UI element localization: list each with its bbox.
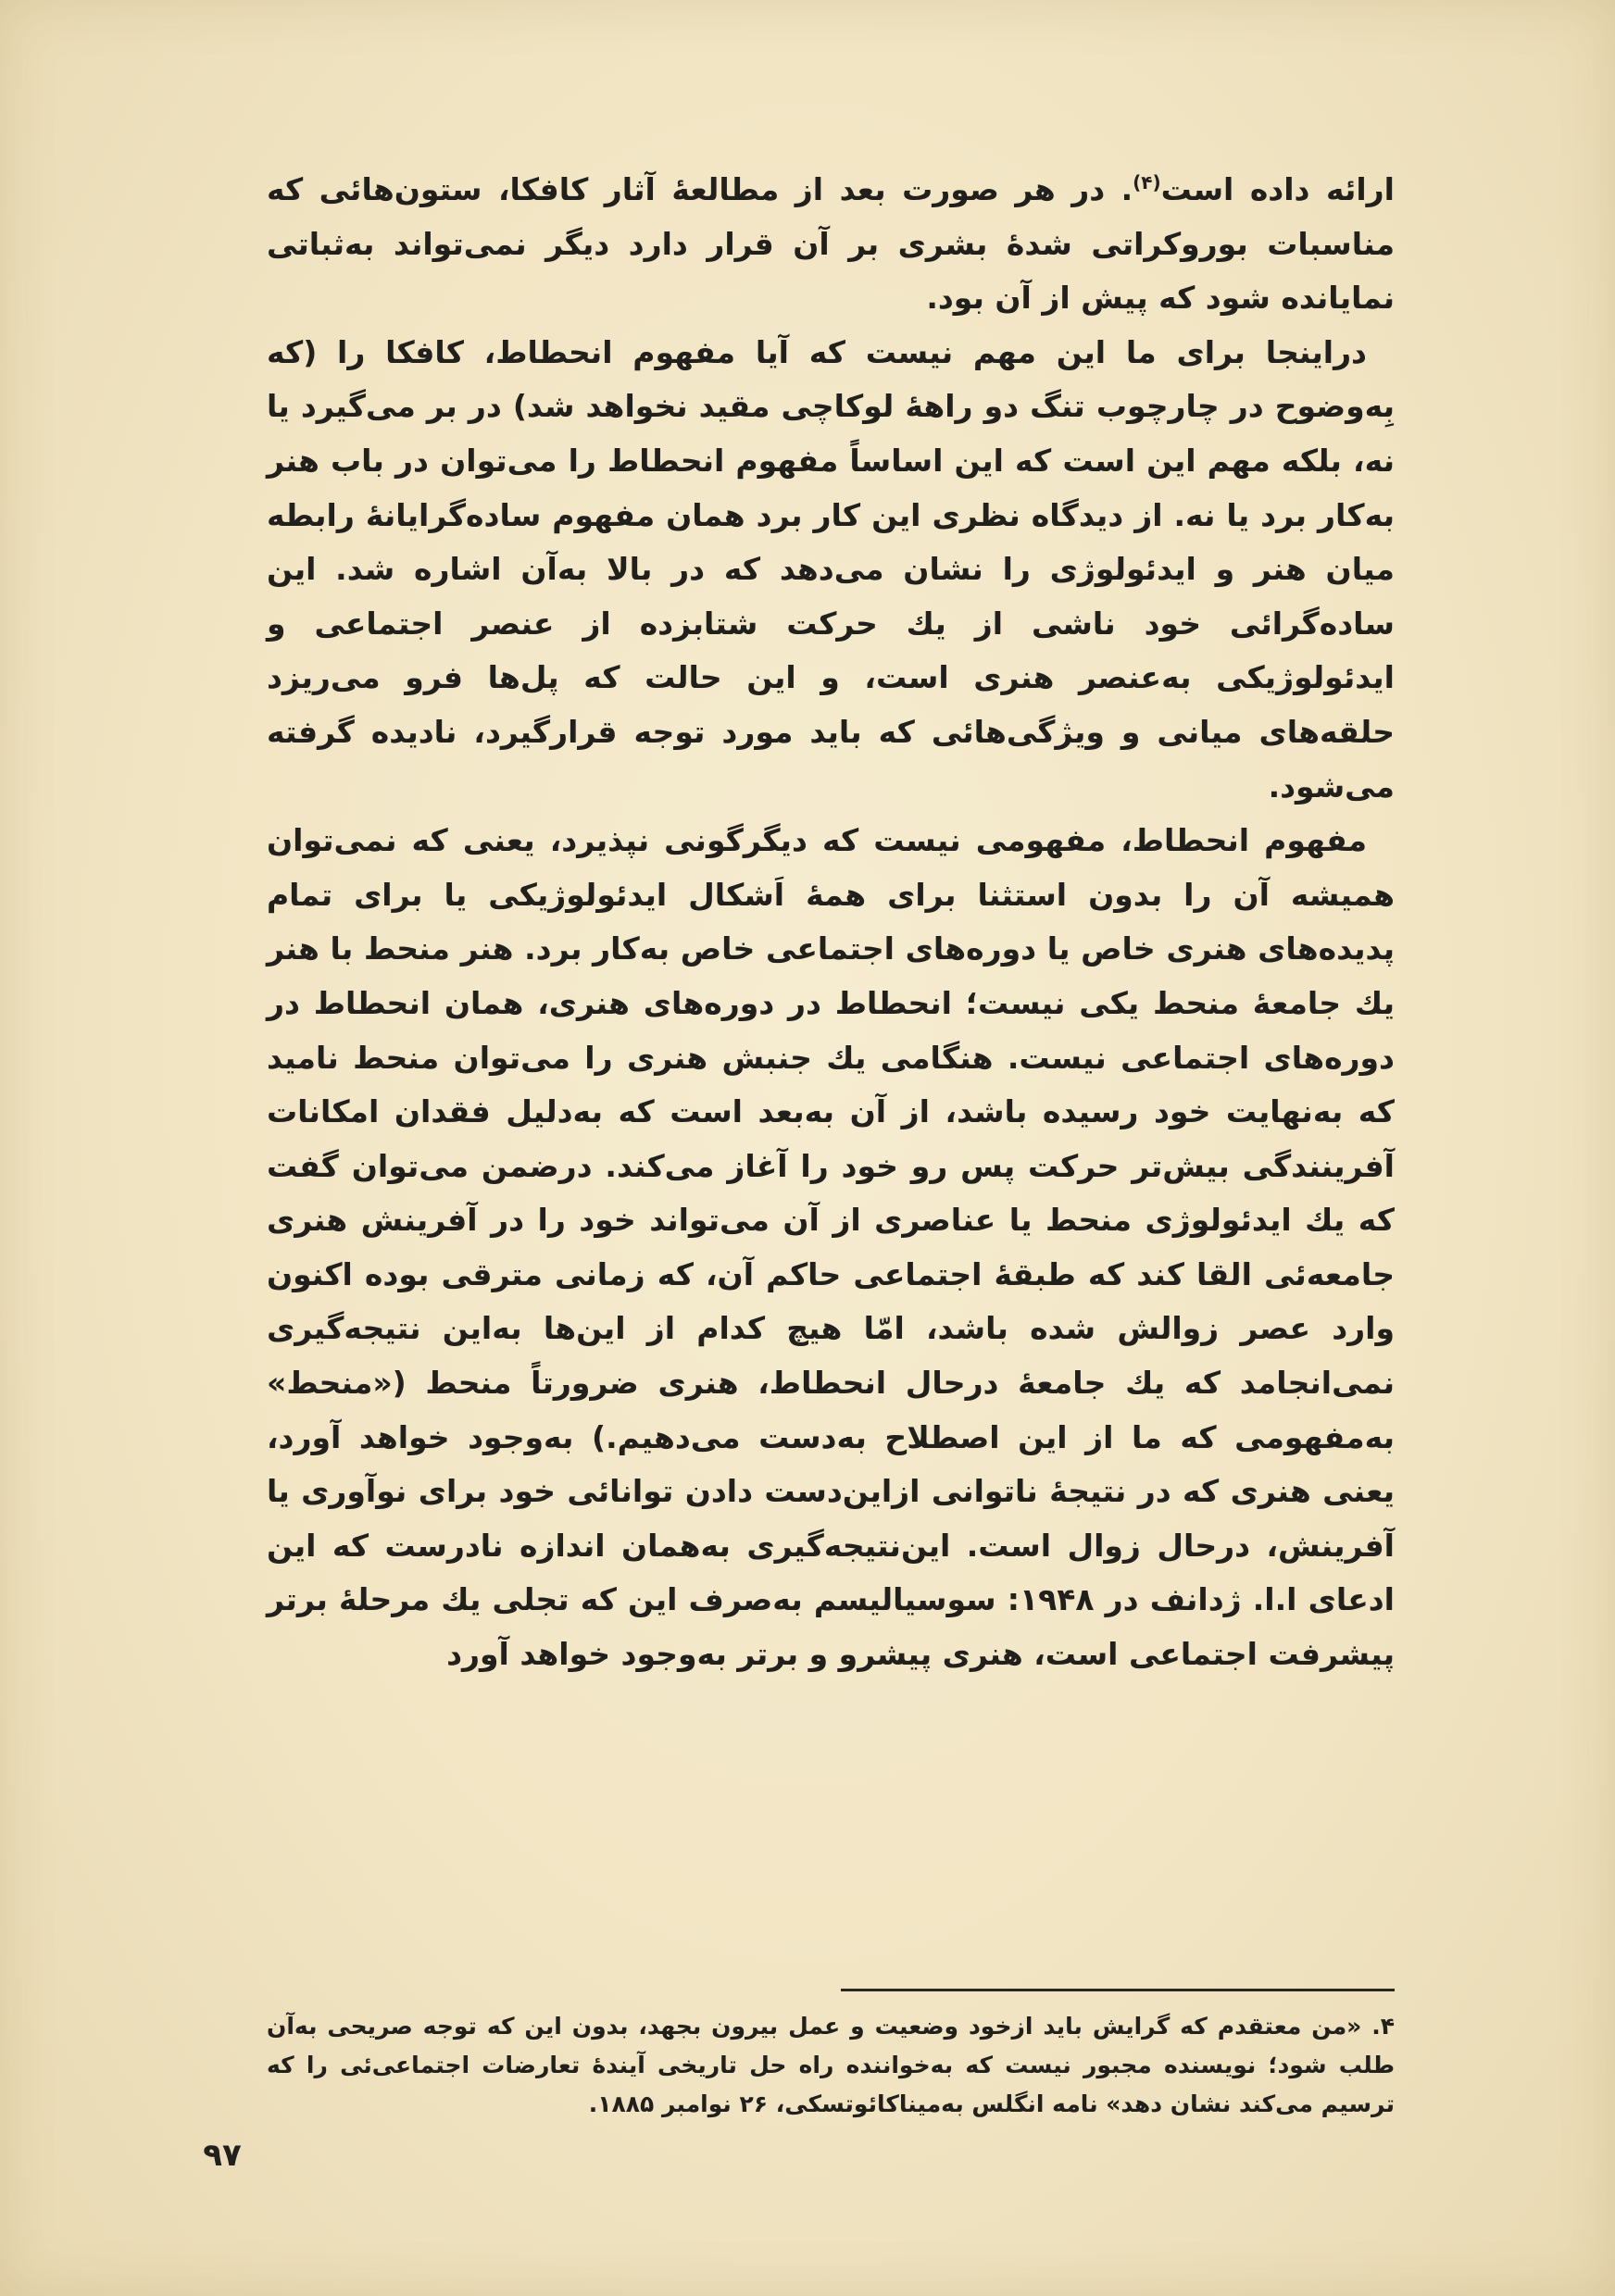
- paragraph-1: [267, 163, 1395, 326]
- page-number: ۹۷: [203, 2137, 242, 2174]
- paragraph-1-text-start: ارائه داده است: [1160, 171, 1395, 207]
- footnote-reference: (۴): [1133, 171, 1161, 193]
- paragraph-1-text-end: . در هر صورت بعد از مطالعهٔ آثار کافکا، ستون‌هائی که مناسبات بوروکراتی شدهٔ بشری بر آن قرار دارد دیگر نمی‌تواند به‌ثباتی نمایانده شود که پیش از آن بود.: [267, 171, 1395, 317]
- main-text: [267, 163, 1395, 1682]
- paragraph-2: دراینجا برای ما این مهم نیست که آیا مفهوم انحطاط، کافکا را (که بِه‌وضوح در چارچوب تنگ دو راههٔ لوکاچی مقید نخواهد شد) در بر می‌گیرد یا نه، بلکه مهم این است که این اساساً مفهوم انحطاط را می‌توان در باب هنر به‌کار برد یا نه. از دیدگاه نظری این کار برد همان مفهوم ساده‌گرایانهٔ رابطه میان هنر و ایدئولوژی را نشان می‌دهد که در بالا به‌آن اشاره شد. این ساده‌گرائی خود ناشی از یك حرکت شتابزده از عنصر اجتماعی و ایدئولوژیکی به‌عنصر هنری است، و این حالت که پل‌ها فرو می‌ریزد حلقه‌های میانی و ویژگی‌هائی که باید مورد توجه قرارگیرد، نادیده گرفته می‌شود.: [267, 333, 1395, 805]
- paragraph-3: مفهوم انحطاط، مفهومی نیست که دیگرگونی نپذیرد، یعنی که نمی‌توان همیشه آن را بدون استثنا برای همهٔ اَشکال ایدئولوژیکی یا برای تمام پدیده‌های هنری خاص یا دوره‌های اجتماعی خاص به‌کار برد. هنر منحط با هنر یك جامعهٔ منحط یکی نیست؛ انحطاط در دوره‌های هنری، همان انحطاط در دوره‌های اجتماعی نیست. هنگامی یك جنبش هنری را می‌توان منحط نامید که به‌نهایت خود رسیده باشد، از آن به‌بعد است که به‌دلیل فقدان امکانات آفرینندگی بیش‌تر حرکت پس رو خود را آغاز می‌کند. درضمن می‌توان گفت که یك ایدئولوژی منحط یا عناصری از آن می‌تواند خود را در آفرینش هنری جامعه‌ئی القا کند که طبقهٔ اجتماعی حاکم آن، که زمانی مترقی بوده اکنون وارد عصر زوالش شده باشد، امّا هیچ کدام از این‌ها به‌این نتیجه‌گیری نمی‌انجامد که یك جامعهٔ درحال انحطاط، هنری ضرورتاً منحط («منحط» به‌مفهومی که ما از این اصطلاح به‌دست می‌دهیم.) به‌وجود خواهد آورد، یعنی هنری که در نتیجهٔ ناتوانی ازاین‌دست دادن توانائی خود برای نوآوری یا آفرینش، درحال زوال است. این‌نتیجه‌گیری به‌همان اندازه نادرست که این ادعای ا.ا. ژدانف در ۱۹۴۸: سوسیالیسم به‌صرف این که تجلی یك مرحلهٔ برتر پیشرفت اجتماعی است، هنری پیشرو و برتر به‌وجود خواهد آورد: [267, 822, 1395, 1673]
- footnote: ۴. «من معتقدم که گرایش باید ازخود وضعیت و عمل بیرون بجهد، بدون این که توجه صریحی به‌آن طلب شود؛ نویسنده مجبور نیست که به‌خواننده راه حل تاریخی آیندهٔ تعارضات اجتماعی‌ئی را که ترسیم می‌کند نشان دهد» نامه انگلس به‌میناکائوتسکی، ۲۶ نوامبر ۱۸۸۵.: [267, 2013, 1395, 2117]
- footnote-divider: [841, 1989, 1395, 1991]
